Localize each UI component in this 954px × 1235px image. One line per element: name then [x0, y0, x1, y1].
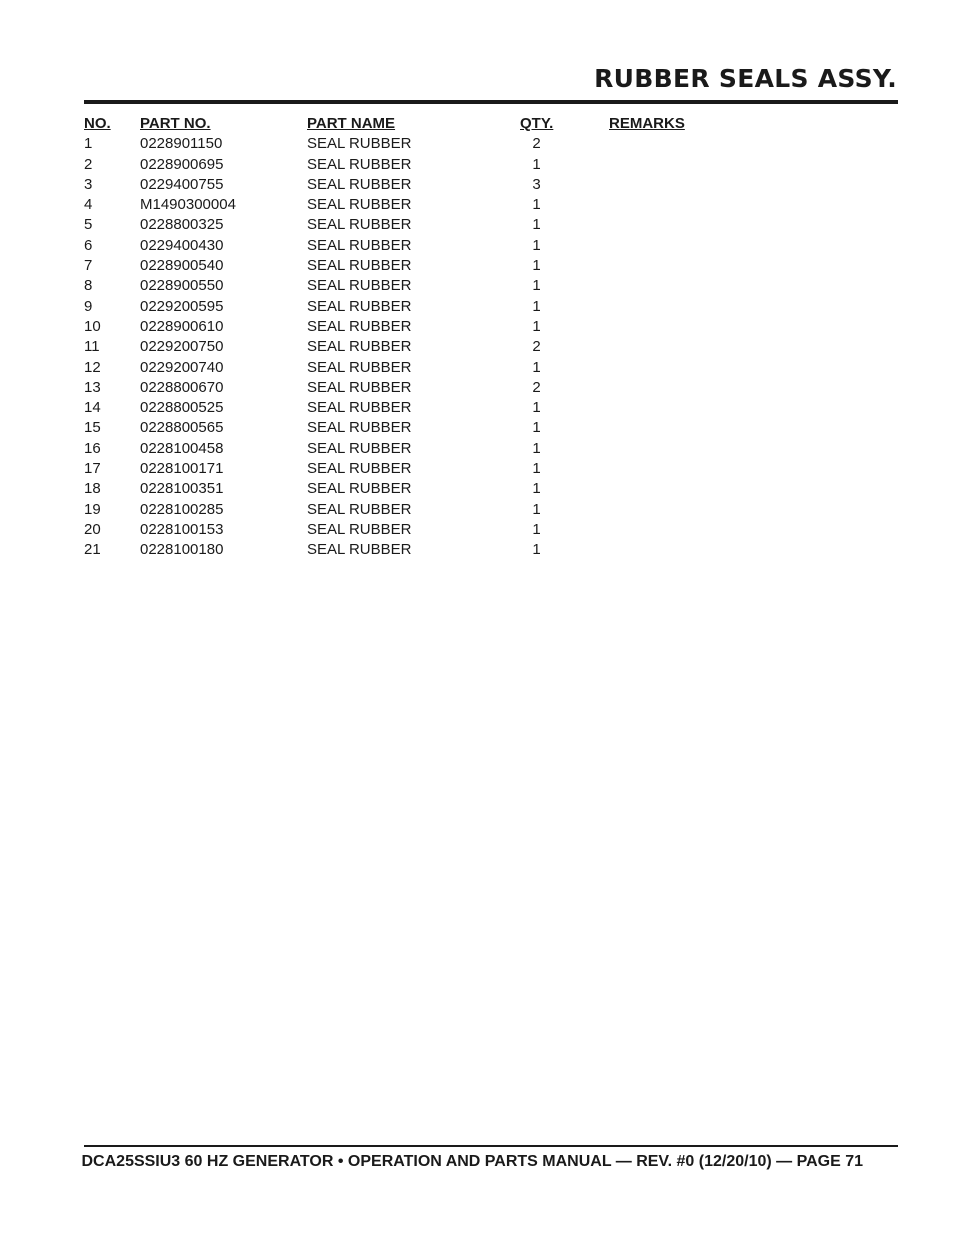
table-row [84, 378, 898, 398]
cell-no: 16 [84, 439, 101, 457]
table-row [84, 256, 898, 276]
cell-part-no: 0228100285 [140, 500, 224, 518]
table-row [84, 418, 898, 438]
cell-part-name: SEAL RUBBER [307, 297, 412, 315]
cell-part-name: SEAL RUBBER [307, 317, 412, 335]
table-row [84, 297, 898, 317]
header-no: NO. [84, 115, 111, 132]
cell-part-no: 0229400755 [140, 175, 224, 193]
table-header [84, 114, 898, 134]
cell-part-no: 0228100351 [140, 480, 224, 498]
cell-part-name: SEAL RUBBER [307, 541, 412, 559]
cell-part-no: 0229200595 [140, 297, 224, 315]
cell-no: 2 [84, 155, 93, 173]
cell-qty: 2 [532, 338, 541, 356]
cell-part-no: 0228100180 [140, 541, 224, 559]
cell-qty: 1 [532, 541, 541, 559]
cell-no: 7 [84, 257, 93, 275]
cell-no: 3 [84, 175, 93, 193]
title-divider [84, 100, 898, 104]
cell-qty: 1 [532, 297, 541, 315]
cell-no: 21 [84, 541, 101, 559]
cell-part-no: M1490300004 [140, 196, 236, 214]
cell-no: 12 [84, 358, 101, 376]
cell-no: 18 [84, 480, 101, 498]
table-row [84, 195, 898, 215]
cell-part-name: SEAL RUBBER [307, 216, 412, 234]
table-row [84, 459, 898, 479]
cell-part-no: 0228100458 [140, 439, 224, 457]
cell-part-no: 0228900695 [140, 155, 224, 173]
cell-part-no: 0228100153 [140, 520, 224, 538]
cell-no: 8 [84, 277, 93, 295]
cell-part-no: 0228900540 [140, 257, 224, 275]
cell-qty: 1 [532, 439, 541, 457]
cell-no: 15 [84, 419, 101, 437]
cell-part-name: SEAL RUBBER [307, 378, 412, 396]
table-row [84, 500, 898, 520]
table-row [84, 175, 898, 195]
cell-part-no: 0229200750 [140, 338, 224, 356]
table-row [84, 215, 898, 235]
cell-no: 20 [84, 520, 101, 538]
cell-no: 6 [84, 236, 93, 254]
header-part-name: PART NAME [307, 115, 396, 132]
cell-part-name: SEAL RUBBER [307, 419, 412, 437]
cell-part-no: 0228900550 [140, 277, 224, 295]
table-row [84, 358, 898, 378]
cell-qty: 2 [532, 135, 541, 153]
cell-part-name: SEAL RUBBER [307, 236, 412, 254]
cell-no: 11 [84, 338, 100, 356]
header-part-no: PART NO. [140, 115, 211, 132]
cell-part-name: SEAL RUBBER [307, 500, 412, 518]
page-footer: DCA25SSIU3 60 HZ GENERATOR • OPERATION AND PARTS MANUAL — REV. #0 (12/20/10) — PAGE 71 [81, 1153, 863, 1170]
cell-part-name: SEAL RUBBER [307, 135, 412, 153]
header-qty: QTY. [520, 115, 554, 132]
table-row [84, 439, 898, 459]
cell-qty: 1 [532, 196, 541, 214]
cell-no: 5 [84, 216, 93, 234]
cell-part-name: SEAL RUBBER [307, 338, 412, 356]
cell-part-no: 0228800525 [140, 399, 224, 417]
cell-part-name: SEAL RUBBER [307, 460, 412, 478]
cell-part-no: 0228900610 [140, 317, 224, 335]
cell-qty: 1 [532, 358, 541, 376]
cell-qty: 1 [532, 236, 541, 254]
table-row [84, 520, 898, 540]
table-row [84, 134, 898, 154]
table-row [84, 317, 898, 337]
cell-qty: 1 [532, 317, 541, 335]
header-remarks: REMARKS [609, 115, 685, 132]
cell-part-name: SEAL RUBBER [307, 257, 412, 275]
cell-part-name: SEAL RUBBER [307, 196, 412, 214]
table-body [84, 134, 898, 560]
cell-no: 4 [84, 196, 93, 214]
table-row [84, 479, 898, 499]
table-row [84, 398, 898, 418]
cell-part-no: 0228100171 [140, 460, 224, 478]
cell-no: 19 [84, 500, 101, 518]
table-row [84, 155, 898, 175]
cell-qty: 1 [532, 399, 541, 417]
cell-qty: 1 [532, 216, 541, 234]
cell-part-name: SEAL RUBBER [307, 480, 412, 498]
cell-part-name: SEAL RUBBER [307, 399, 412, 417]
cell-no: 1 [84, 135, 93, 153]
cell-part-no: 0229400430 [140, 236, 224, 254]
cell-qty: 1 [532, 419, 541, 437]
cell-no: 10 [84, 317, 101, 335]
table-row [84, 276, 898, 296]
cell-qty: 3 [532, 175, 541, 193]
cell-part-no: 0229200740 [140, 358, 224, 376]
cell-part-name: SEAL RUBBER [307, 277, 412, 295]
cell-part-no: 0228800325 [140, 216, 224, 234]
cell-part-no: 0228800670 [140, 378, 224, 396]
cell-qty: 1 [532, 500, 541, 518]
cell-part-name: SEAL RUBBER [307, 520, 412, 538]
table-row [84, 540, 898, 560]
parts-table [84, 114, 898, 561]
cell-no: 14 [84, 399, 101, 417]
cell-part-no: 0228901150 [140, 135, 223, 153]
cell-part-name: SEAL RUBBER [307, 358, 412, 376]
cell-qty: 1 [532, 257, 541, 275]
cell-qty: 2 [532, 378, 541, 396]
cell-part-name: SEAL RUBBER [307, 175, 412, 193]
cell-part-no: 0228800565 [140, 419, 224, 437]
cell-no: 9 [84, 297, 93, 315]
cell-qty: 1 [532, 480, 541, 498]
table-row [84, 236, 898, 256]
cell-qty: 1 [532, 155, 541, 173]
cell-qty: 1 [532, 460, 541, 478]
cell-no: 17 [84, 460, 101, 478]
cell-no: 13 [84, 378, 101, 396]
cell-part-name: SEAL RUBBER [307, 439, 412, 457]
cell-qty: 1 [532, 277, 541, 295]
table-row [84, 337, 898, 357]
cell-qty: 1 [532, 520, 541, 538]
cell-part-name: SEAL RUBBER [307, 155, 412, 173]
page-title: RUBBER SEALS ASSY. [594, 64, 897, 93]
footer-divider [84, 1145, 898, 1147]
